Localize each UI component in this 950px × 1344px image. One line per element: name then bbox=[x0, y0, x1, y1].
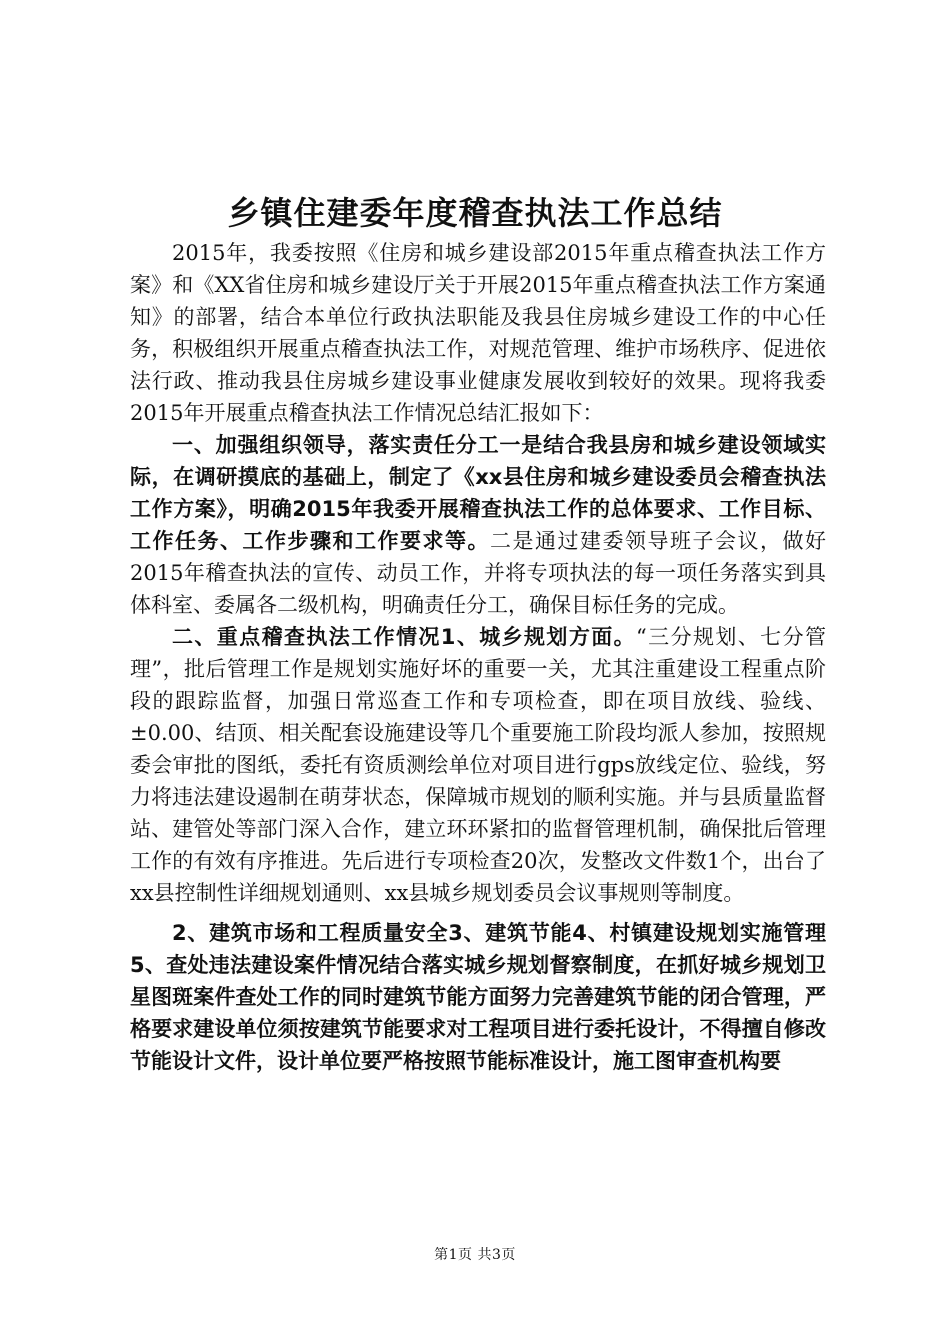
paragraph-section-2 bbox=[130, 621, 826, 909]
paragraph-intro-text: 2015年，我委按照《住房和城乡建设部2015年重点稽查执法工作方案》和《XX省住房和城乡建设厅关于开展2015年重点稽查执法工作方案通知》的部署，结合本单位行政执法职能及我县住房城乡建设工作的中心任务，积极组织开展重点稽查执法工作，对规范管理、维护市场秩序、促进依法行政、推动我县住房城乡建设事业健康发展收到较好的效果。现将我委2015年开展重点稽查执法工作情况总结汇报如下： bbox=[130, 241, 826, 425]
section-1-heading-text: 一、加强组织领导，落实责任分工一是结合我县房和城乡建设领域实际，在调研摸底的基础上，制定了《xx县住房和城乡建设委员会稽查执法工作方案》，明确2015年我委开展稽查执法工作的总体要求、工作目标、工作任务、工作步骤和工作要求等。 bbox=[130, 433, 826, 553]
section-2-cont-text: 2、建筑市场和工程质量安全3、建筑节能4、村镇建设规划实施管理5、查处违法建设案件情况结合落实城乡规划督察制度，在抓好城乡规划卫星图斑案件查处工作的同时建筑节能方面努力完善建筑节能的闭合管理，严格要求建设单位须按建筑节能要求对工程项目进行委托设计，不得擅自修改节能设计文件，设计单位要严格按照节能标准设计，施工图审查机构要 bbox=[130, 921, 826, 1073]
section-1-body-text: 二是通过建委领导班子会议，做好2015年稽查执法的宣传、动员工作，并将专项执法的每一项任务落实到具体科室、委属各二级机构，明确责任分工，确保目标任务的完成。 bbox=[130, 529, 826, 617]
page-footer: 第1页 共3页 bbox=[434, 1247, 516, 1263]
document-title: 乡镇住建委年度稽查执法工作总结 bbox=[227, 194, 723, 232]
section-2-body-text: “三分规划、七分管理”，批后管理工作是规划实施好坏的重要一关，尤其注重建设工程重点阶段的跟踪监督，加强日常巡查工作和专项检查，即在项目放线、验线、±0.00、结顶、相关配套设施建设等几个重要施工阶段均派人参加，按照规委会审批的图纸，委托有资质测绘单位对项目进行gps放线定位、验线，努力将违法建设遏制在萌芽状态，保障城市规划的顺利实施。并与县质量监督站、建管处等部门深入合作，建立环环紧扣的监督管理机制，确保批后管理工作的有效有序推进。先后进行专项检查20次，发整改文件数1个，出台了xx县控制性详细规划通则、xx县城乡规划委员会议事规则等制度。 bbox=[130, 625, 826, 905]
paragraph-intro bbox=[130, 237, 826, 429]
section-2-heading-text: 二、重点稽查执法工作情况1、城乡规划方面。 bbox=[172, 625, 637, 649]
document-body bbox=[130, 237, 826, 1077]
paragraph-section-1 bbox=[130, 429, 826, 621]
paragraph-section-2-cont bbox=[130, 917, 826, 1077]
